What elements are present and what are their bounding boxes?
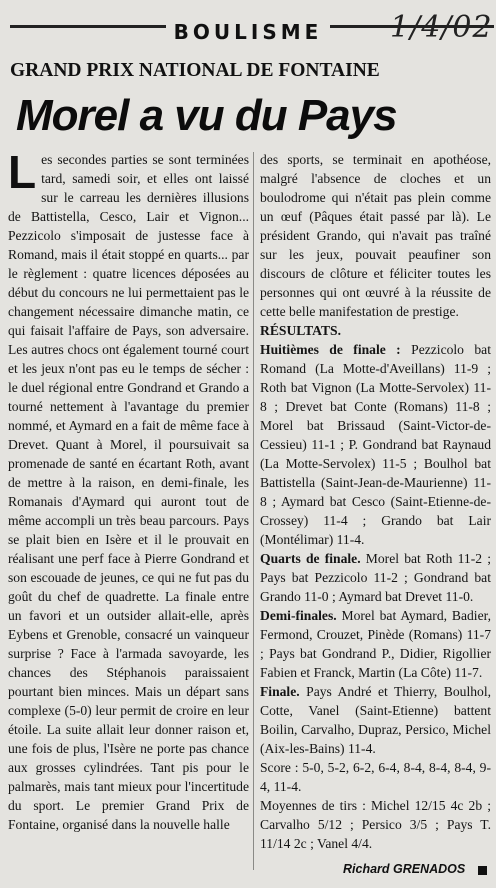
results-huitiemes	[260, 340, 491, 549]
huitiemes-text: Pezzicolo bat Romand (La Motte-d'Aveillans) 11-9 ; Roth bat Vignon (La Motte-Servolex) 11-8 ; Drevet bat Conte (Romans) 11-8 ; Morel bat Brissaud (Saint-Victor-de-Cessieu) 11-1 ; P. Gondrand bat Raynaud (La Motte-Servolex) 11-5 ; Boulhol bat Battistella (Saint-Jean-de-Maurienne) 11-8 ; Aymard bat Cesco (Saint-Etienne-de-Crossey) 11-4 ; Grando bat Lair (Montélimar) 11-4.	[260, 342, 491, 547]
drop-cap: L	[8, 150, 37, 198]
results-finale	[260, 682, 491, 758]
huitiemes-label: Huitièmes de finale :	[260, 342, 401, 357]
results-demi	[260, 606, 491, 682]
end-mark	[478, 866, 487, 875]
article-column-left	[8, 150, 249, 880]
quarts-label: Quarts de finale.	[260, 551, 361, 566]
column-divider	[253, 152, 254, 870]
section-rubric-text: BOULISME	[166, 20, 331, 44]
quarts-text: Morel bat Roth 11-2 ; Pays bat Pezzicolo 11-2 ; Gondrand bat Grando 11-0 ; Aymard bat Drevet 11-0.	[260, 551, 491, 604]
demi-text: Morel bat Aymard, Badier, Fermond, Crouzet, Pinède (Romans) 11-7 ; Pays bat Gondrand P., Didier, Rigollier Fabien et Franck, Martin (La Côte) 11-7.	[260, 608, 491, 680]
results-tirs: Moyennes de tirs : Michel 12/15 4c 2b ; Carvalho 5/12 ; Persico 3/5 ; Pays T. 11/14 2c ; Vanel 4/4.	[260, 798, 491, 851]
finale-text: Pays André et Thierry, Boulhol, Cotte, Vanel (Saint-Etienne) battent Boilin, Carvalho, Dupraz, Persico, Michel (Aix-les-Bains) 11-4.	[260, 684, 491, 756]
article-column-right	[260, 150, 491, 880]
article-body-right: des sports, se terminait en apothéose, malgré l'absence de cloches et un boulodrome qui n'était pas plein comme un œuf (Pâques était passé par là). Le président Grando, qui n'avait pas traîné sur les jeux, pouvait peaufiner son discours de clôture et féliciter toutes les personnes qui ont œuvré à la réussite de cette belle manifestation de prestige.	[260, 152, 491, 319]
finale-label: Finale.	[260, 684, 300, 699]
results-quarts	[260, 549, 491, 606]
article-body-left: es secondes parties se sont terminées tard, samedi soir, et elles ont laissé sur le carreau les dernières illusions de Battistella, Cesco, Lair et Vignon... Pezzicolo s'imposait de justesse face à Romand, mais il était stoppé en quarts... par le règlement : quatre licences déposées au début du concours ne lui permettaient pas le changement nécessaire dimanche matin, ce qui faisait l'affaire de Pays, son adversaire. Les autres chocs ont également tourné court et les jeux n'ont pas eu le temps de sécher : le duel régional entre Gondrand et Grando a tourné nettement à l'avantage du premier nommé, et Aymard en a fait de même face à Drevet. Quant à Morel, il poursuivait sa promenade de santé en écartant Roth, avant de mettre à la raison, en demi-finale, les Romanais d'Aymard qui auront tout de même accompli un très beau parcours. Pays se plait bien en Isère et il le prouvait en réalisant une perf face à Pierre Gondrand et son escouade de jeunes, ce qui ne fut pas du goût du chef de quadrette. La finale entre un favori et un outsider allait-elle, après Eybens et Grenoble, consacré un vainqueur surprise ? Face à l'armada savoyarde, les chances des Stéphanois paraissaient pourtant bien minces. Mais un départ sans complexe (5-0) leur permit de croire en leur étoile. La suite allait leur donner raison et, une fois de plus, l'Isère ne porte pas chance aux grosses cylindrées. Tant pis pour le palmarès, mais tant mieux pour l'incertitude du sport. Le premier Grand Prix de Fontaine, organisé dans la nouvelle halle	[8, 152, 249, 832]
article-body-left-paragraph	[8, 150, 249, 834]
results-block	[260, 321, 491, 340]
article-kicker: GRAND PRIX NATIONAL DE FONTAINE	[10, 60, 380, 81]
results-score: Score : 5-0, 5-2, 6-2, 6-4, 8-4, 8-4, 8-4, 9-4, 11-4.	[260, 760, 491, 794]
article-headline: Morel a vu du Pays	[16, 91, 397, 140]
byline: Richard GRENADOS	[343, 862, 466, 876]
demi-label: Demi-finales.	[260, 608, 337, 623]
results-heading: RÉSULTATS.	[260, 323, 341, 338]
handwritten-date: 1/4/02	[390, 10, 493, 45]
